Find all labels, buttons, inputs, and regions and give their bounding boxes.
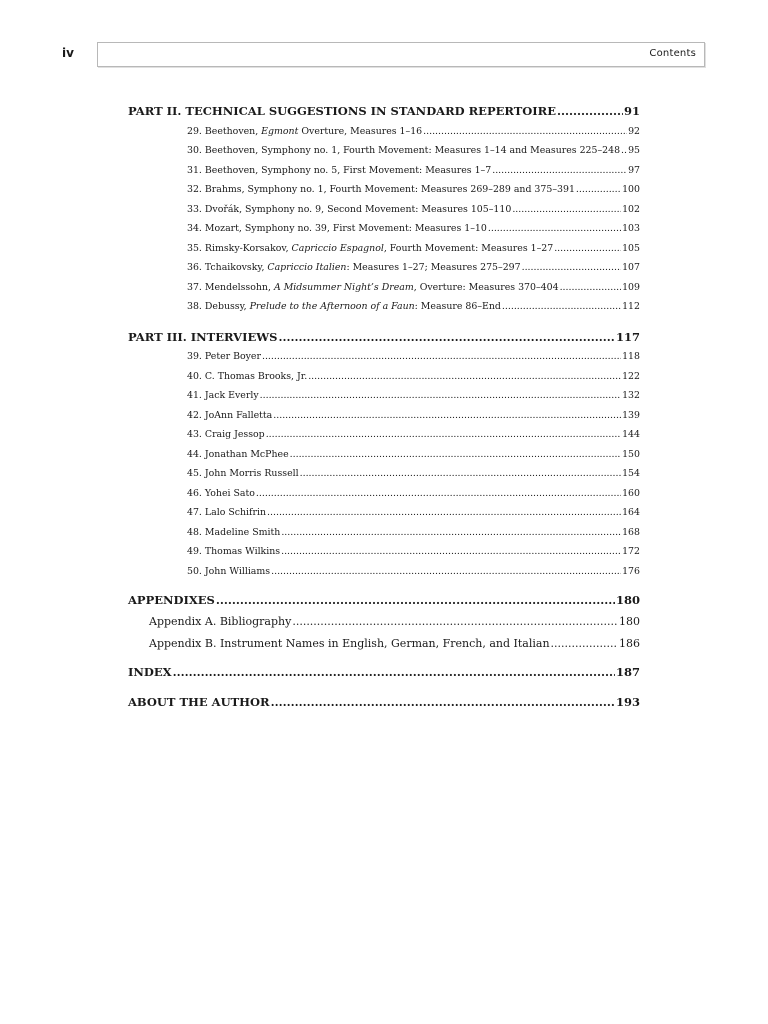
toc-page-number: 168 bbox=[622, 526, 640, 538]
toc-page-number: 172 bbox=[622, 546, 640, 557]
table-of-contents bbox=[128, 102, 640, 713]
toc-entry-title-text: 30. Beethoven, Symphony no. 1, Fourth Movement: Measures 1–14 and Measures 225–248 bbox=[187, 145, 621, 156]
toc-part-2[interactable] bbox=[128, 102, 640, 122]
dot-leader bbox=[260, 386, 621, 406]
toc-part-title: PART II. TECHNICAL SUGGESTIONS IN STANDARD REPERTOIRE bbox=[128, 104, 556, 118]
toc-entry-title-text: 35. Rimsky-Korsakov, bbox=[187, 242, 292, 254]
toc-page-number: 109 bbox=[622, 281, 640, 293]
dot-leader bbox=[173, 663, 615, 683]
toc-entry-title-text: 48. Madeline Smith bbox=[187, 526, 281, 538]
toc-entry-title: Appendix B. Instrument Names in English, German, French, and Italian bbox=[149, 636, 550, 650]
toc-part-title: APPENDIXES bbox=[128, 593, 215, 607]
toc-entry[interactable] bbox=[187, 347, 640, 367]
toc-entry-title-italic: Prelude to the Afternoon of a Faun bbox=[249, 301, 415, 312]
dot-leader bbox=[522, 258, 622, 278]
toc-entry[interactable] bbox=[187, 180, 640, 200]
toc-entry[interactable] bbox=[187, 219, 640, 239]
toc-entry[interactable] bbox=[187, 278, 640, 298]
toc-entry-title-text: , Fourth Movement: Measures 1–27 bbox=[383, 242, 554, 254]
toc-entry-title bbox=[187, 523, 280, 543]
toc-entry-title bbox=[187, 161, 491, 181]
toc-entry-title-text: 34. Mozart, Symphony no. 39, First Movement: Measures 1–10 bbox=[187, 223, 487, 234]
toc-page-number: 176 bbox=[622, 565, 640, 577]
toc-entry-title bbox=[187, 484, 255, 504]
toc-entry-title bbox=[187, 297, 501, 317]
toc-page-number: 186 bbox=[619, 636, 640, 650]
toc-entry-title bbox=[187, 562, 270, 582]
toc-page-number: 150 bbox=[622, 448, 640, 460]
toc-entry-title-text: 45. John Morris Russell bbox=[187, 468, 299, 479]
toc-appendix-a[interactable] bbox=[149, 611, 640, 633]
toc-entry-title bbox=[187, 278, 559, 298]
toc-entry-title bbox=[187, 425, 265, 445]
toc-page-number: 105 bbox=[622, 242, 640, 254]
toc-entry-title bbox=[187, 503, 266, 523]
toc-appendixes[interactable] bbox=[128, 591, 640, 611]
toc-entry-title-text: 42. JoAnn Falletta bbox=[187, 409, 273, 421]
dot-leader bbox=[512, 200, 621, 220]
toc-page-number: 193 bbox=[615, 695, 640, 709]
toc-entry-title-italic: A Midsummer Night’s Dream bbox=[273, 281, 414, 293]
toc-entry-title bbox=[187, 406, 272, 426]
toc-entry-title-text: 43. Craig Jessop bbox=[187, 429, 265, 440]
part-2-entries bbox=[128, 122, 640, 317]
toc-entry[interactable] bbox=[187, 406, 640, 426]
toc-page-number: 160 bbox=[622, 487, 640, 499]
toc-entry-title-text: 40. C. Thomas Brooks, Jr. bbox=[187, 370, 308, 382]
toc-page-number: 100 bbox=[622, 184, 640, 195]
dot-leader bbox=[308, 367, 621, 387]
toc-page-number: 112 bbox=[622, 301, 640, 312]
toc-entry-title bbox=[187, 386, 259, 406]
toc-entry-title bbox=[187, 219, 487, 239]
dot-leader bbox=[554, 239, 621, 259]
toc-page-number: 164 bbox=[622, 507, 640, 518]
dot-leader bbox=[502, 297, 621, 317]
toc-entry-title-text: 32. Brahms, Symphony no. 1, Fourth Movement: Measures 269–289 and 375–391 bbox=[187, 184, 575, 195]
toc-entry[interactable] bbox=[187, 503, 640, 523]
toc-entry-title-italic: Capriccio Italien bbox=[267, 262, 347, 273]
toc-entry-title bbox=[187, 367, 307, 387]
dot-leader bbox=[256, 484, 621, 504]
toc-page-number: 91 bbox=[623, 104, 640, 118]
dot-leader bbox=[300, 464, 621, 484]
toc-page-number: 118 bbox=[622, 351, 640, 362]
toc-page-number: 103 bbox=[622, 223, 640, 234]
toc-entry-title-text: 33. Dvořák, Symphony no. 9, Second Movement: Measures 105–110 bbox=[187, 203, 512, 215]
dot-leader bbox=[557, 102, 623, 122]
dot-leader bbox=[423, 122, 627, 142]
toc-entry-title bbox=[187, 542, 280, 562]
toc-page-number: 139 bbox=[622, 409, 640, 421]
toc-entry-title-text: 44. Jonathan McPhee bbox=[187, 448, 289, 460]
toc-page-number: 154 bbox=[622, 468, 640, 479]
dot-leader bbox=[273, 406, 621, 426]
dot-leader bbox=[576, 180, 621, 200]
toc-entry[interactable] bbox=[187, 464, 640, 484]
toc-page-number: 180 bbox=[619, 614, 640, 628]
toc-entry-title bbox=[187, 122, 422, 142]
running-head: Contents bbox=[649, 48, 696, 59]
toc-entry[interactable] bbox=[187, 386, 640, 406]
toc-page-number: 187 bbox=[615, 664, 640, 679]
dot-leader bbox=[488, 219, 621, 239]
dot-leader bbox=[621, 141, 627, 161]
toc-entry-title: Appendix A. Bibliography bbox=[149, 614, 292, 628]
toc-entry-title-text: 46. Yohei Sato bbox=[187, 487, 255, 499]
toc-entry-title-italic: Capriccio Espagnol bbox=[291, 242, 384, 254]
toc-entry-title-text: 41. Jack Everly bbox=[187, 390, 259, 401]
toc-page-number: 144 bbox=[622, 429, 640, 440]
toc-entry[interactable] bbox=[187, 297, 640, 317]
dot-leader bbox=[292, 611, 618, 633]
dot-leader bbox=[278, 328, 615, 348]
toc-entry[interactable] bbox=[187, 239, 640, 259]
toc-part-3[interactable] bbox=[128, 328, 640, 348]
dot-leader bbox=[266, 425, 621, 445]
toc-entry[interactable] bbox=[187, 367, 640, 387]
toc-page-number: 122 bbox=[622, 370, 640, 382]
toc-entry-title bbox=[187, 200, 511, 220]
toc-entry[interactable] bbox=[187, 258, 640, 278]
toc-page-number: 92 bbox=[628, 125, 640, 137]
dot-leader bbox=[267, 503, 621, 523]
toc-entry[interactable] bbox=[187, 141, 640, 161]
toc-page-number: 117 bbox=[615, 329, 640, 344]
dot-leader bbox=[492, 161, 627, 181]
toc-entry-title-text: , Overture: Measures 370–404 bbox=[413, 281, 559, 293]
toc-page-number: 132 bbox=[622, 390, 640, 401]
toc-entry[interactable] bbox=[187, 523, 640, 543]
toc-entry-title-text: 50. John Williams bbox=[187, 565, 271, 577]
toc-entry-title-text: 29. Beethoven, bbox=[187, 125, 262, 137]
toc-page-number: 102 bbox=[622, 203, 640, 215]
toc-entry-title-text: : Measures 1–27; Measures 275–297 bbox=[346, 262, 521, 273]
toc-entry-title-text: 31. Beethoven, Symphony no. 5, First Movement: Measures 1–7 bbox=[187, 164, 492, 176]
dot-leader bbox=[281, 542, 621, 562]
toc-entry[interactable] bbox=[187, 122, 640, 142]
toc-entry[interactable] bbox=[187, 445, 640, 465]
toc-entry-title-text: 47. Lalo Schifrin bbox=[187, 507, 267, 518]
page-number: iv bbox=[62, 46, 74, 60]
toc-entry-title bbox=[187, 464, 299, 484]
toc-entry-title-text: 39. Peter Boyer bbox=[187, 351, 261, 362]
toc-entry[interactable] bbox=[187, 562, 640, 582]
part-3-entries bbox=[128, 347, 640, 581]
toc-entry-title-text: 49. Thomas Wilkins bbox=[187, 546, 281, 557]
dot-leader bbox=[216, 591, 615, 611]
running-head-box bbox=[97, 42, 705, 67]
dot-leader bbox=[271, 693, 615, 713]
toc-entry-title bbox=[187, 445, 289, 465]
toc-entry[interactable] bbox=[187, 200, 640, 220]
dot-leader bbox=[290, 445, 621, 465]
dot-leader bbox=[551, 633, 618, 655]
toc-entry[interactable] bbox=[187, 161, 640, 181]
toc-entry-title bbox=[187, 180, 575, 200]
toc-entry-title bbox=[187, 141, 620, 161]
toc-part-title: ABOUT THE AUTHOR bbox=[128, 695, 270, 709]
toc-part-title: INDEX bbox=[128, 664, 172, 679]
toc-entry-title-italic: Egmont bbox=[261, 125, 299, 137]
dot-leader bbox=[560, 278, 622, 298]
toc-page-number: 97 bbox=[628, 164, 640, 176]
dot-leader bbox=[271, 562, 621, 582]
toc-part-title: PART III. INTERVIEWS bbox=[128, 329, 278, 344]
toc-index[interactable] bbox=[128, 663, 640, 683]
toc-appendix-b[interactable] bbox=[149, 633, 640, 655]
toc-entry-title-text: Overture, Measures 1–16 bbox=[298, 125, 423, 137]
dot-leader bbox=[281, 523, 621, 543]
toc-entry-title bbox=[187, 347, 261, 367]
toc-entry-title bbox=[187, 239, 553, 259]
dot-leader bbox=[262, 347, 621, 367]
toc-entry-title bbox=[187, 258, 521, 278]
toc-page-number: 107 bbox=[622, 262, 640, 273]
toc-page-number: 180 bbox=[615, 593, 640, 607]
toc-about-author[interactable] bbox=[128, 693, 640, 713]
toc-entry[interactable] bbox=[187, 484, 640, 504]
toc-page-number: 95 bbox=[628, 145, 640, 156]
toc-entry-title-text: 38. Debussy, bbox=[187, 301, 250, 312]
toc-entry[interactable] bbox=[187, 425, 640, 445]
toc-entry[interactable] bbox=[187, 542, 640, 562]
toc-entry-title-text: : Measure 86–End bbox=[414, 301, 501, 312]
toc-entry-title-text: 37. Mendelssohn, bbox=[187, 281, 274, 293]
toc-entry-title-text: 36. Tchaikovsky, bbox=[187, 262, 268, 273]
